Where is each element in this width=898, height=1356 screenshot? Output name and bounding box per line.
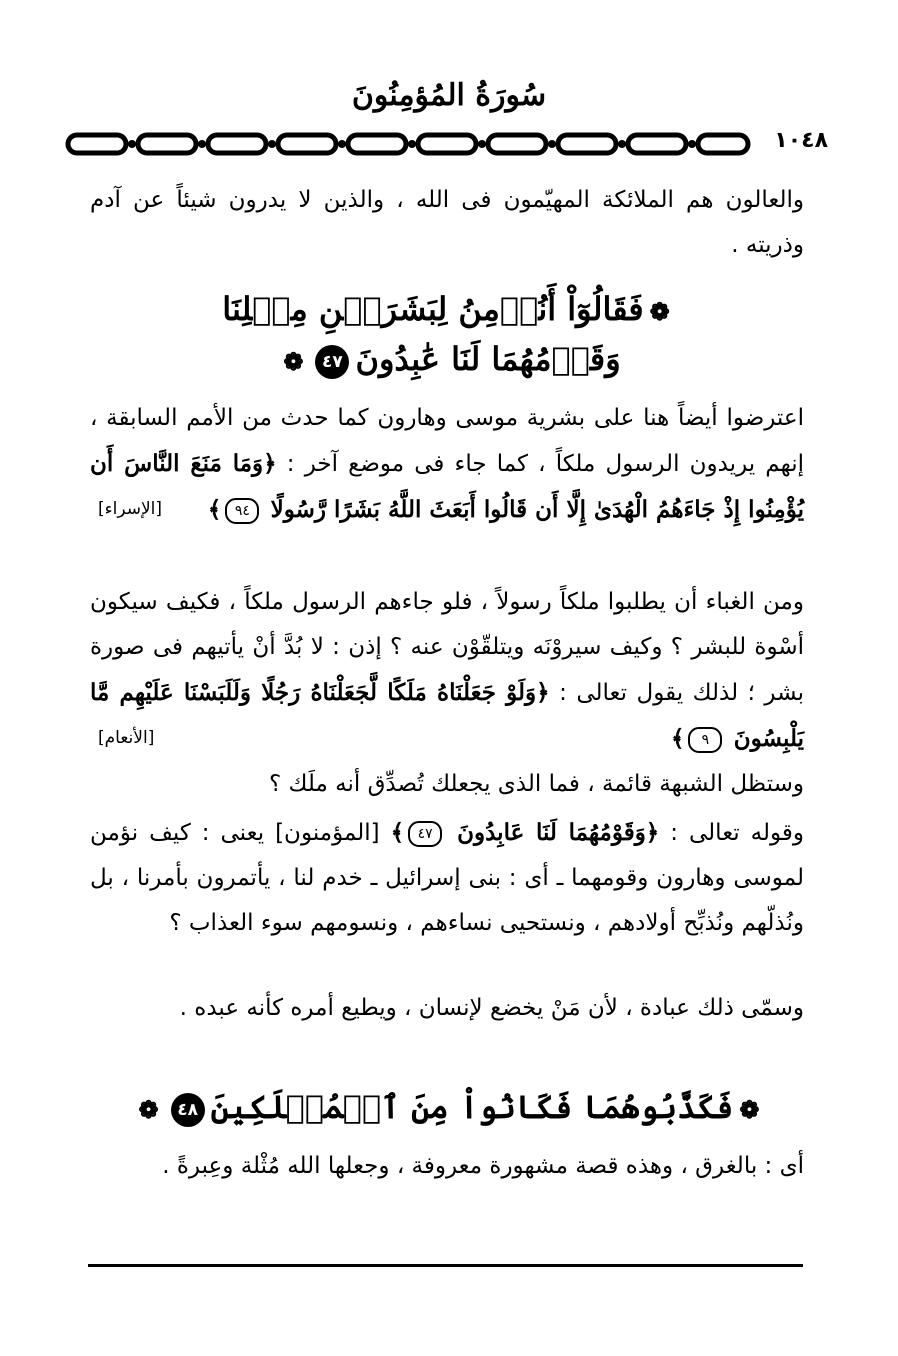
quran-quote: ﴿وَمَا مَنَعَ النَّاسَ أَن يُؤْمِنُوا إِذْ جَاءَهُمُ الْهُدَىٰ إِلَّا أَن قَالُوا أَبَعَثَ اللَّهُ بَشَرًا رَّسُولًا <box>90 450 804 523</box>
ornament-left-icon: ❁ <box>138 1094 159 1124</box>
verse-text: فَكَذَّبُوهُمَا فَكَانُواْ مِنَ ٱلۡمُهۡلَكِينَ <box>210 1088 734 1126</box>
verse-text: فَقَالُوٓاْ أَنُؤۡمِنُ لِبَشَرَيۡنِ مِثۡلِنَا <box>222 290 644 328</box>
quran-quote: ﴿وَقَوْمُهُمَا لَنَا عَابِدُونَ <box>457 819 660 846</box>
page-number: ١٠٤٨ <box>770 128 832 153</box>
verse-47-line-2 <box>0 334 898 387</box>
verse-48 <box>0 1082 898 1135</box>
chain-border-icon <box>62 124 752 164</box>
paragraph-text: ومن الغباء أن يطلبوا ملكاً رسولاً ، فلو جاءهم الرسول ملكاً ، فكيف سيكون أسْوة للبشر ؟ وكيف سيروْنَه ويتلقّوْن عنه ؟ إذن : لا بُدَّ أنْ يأتيهم فى صورة بشر ؛ لذلك يقول تعالى : <box>90 589 805 706</box>
paragraph-6: وسمّى ذلك عبادة ، لأن مَنْ يخضع لإنسان ، ويطيع أمره كأنه عبده . <box>179 995 804 1021</box>
decorative-border <box>62 124 832 164</box>
paragraph-text: [المؤمنون] يعنى : كيف نؤمن لموسى وهارون وقومهما ـ أى : بنى إسرائيل ـ خدم لنا ، يأتمرون بأمرنا ، بل ونُذلّهم ونُذبِّح أولادهم ، ونستحيى نساءهم ، ونسومهم سوء العذاب ؟ <box>90 820 804 936</box>
quran-quote: ﴿وَلَوْ جَعَلْنَاهُ مَلَكًا لَّجَعَلْنَاهُ رَجُلًا وَلَلَبَسْنَا عَلَيْهِم مَّا يَلْبِسُونَ <box>90 679 804 752</box>
surah-reference: [الإسراء] <box>98 499 163 519</box>
paragraph-2: اعترضوا أيضاً هنا على بشرية موسى وهارون كما حدث من الأمم السابقة ، إنهم يريدون الرسول ملكاً ، كما جاء فى موضع آخر : ﴿وَمَا مَنَعَ النَّاسَ أَن يُؤْمِنُوا إِذْ جَاءَهُمُ الْهُدَىٰ إِلَّا أَن قَالُوا أَبَعَثَ اللَّهُ بَشَرًا رَّسُولًا ٩٤﴾ [الإسراء] <box>90 396 804 533</box>
surah-title: سُورَةُ المُؤمِنُونَ <box>351 78 547 113</box>
paragraph-1: والعالون هم الملائكة المهيّمون فى الله ، والذين لا يدرون شيئاً عن آدم وذريته . <box>90 187 804 258</box>
ornament-right-icon: ❁ <box>649 296 670 326</box>
verse-number-badge: ٩ <box>688 727 722 753</box>
ornament-left-icon: ❁ <box>283 346 304 376</box>
paragraph-7: أى : بالغرق ، وهذه قصة مشهورة معروفة ، وجعلها الله مُثْلة وعِبرةً . <box>162 1153 804 1179</box>
verse-47-line-1 <box>0 284 898 337</box>
paragraph-text: وقوله تعالى : <box>670 820 804 846</box>
verse-number-badge: ٩٤ <box>225 498 259 524</box>
paragraph-5: وقوله تعالى : ﴿وَقَوْمُهُمَا لَنَا عَابِدُونَ ٤٧﴾ [المؤمنون] يعنى : كيف نؤمن لموسى وهارون وقومهما ـ أى : بنى إسرائيل ـ خدم لنا ، يأتمرون بأمرنا ، بل ونُذلّهم ونُذبِّح أولادهم ، ونستحيى نساءهم ، ونسومهم سوء العذاب ؟ <box>90 819 804 936</box>
paragraph-text: اعترضوا أيضاً هنا على بشرية موسى وهارون كما حدث من الأمم السابقة ، إنهم يريدون الرسول ملكاً ، كما جاء فى موضع آخر : <box>90 405 805 477</box>
paragraph-3: ومن الغباء أن يطلبوا ملكاً رسولاً ، فلو جاءهم الرسول ملكاً ، فكيف سيكون أسْوة للبشر ؟ وكيف سيروْنَه ويتلقّوْن عنه ؟ إذن : لا بُدَّ أنْ يأتيهم فى صورة بشر ؛ لذلك يقول تعالى : ﴿وَلَوْ جَعَلْنَاهُ مَلَكًا لَّجَعَلْنَاهُ رَجُلًا وَلَلَبَسْنَا عَلَيْهِم مَّا يَلْبِسُونَ ٩﴾ [الأنعام] <box>90 580 804 762</box>
paragraph-4: وستظل الشبهة قائمة ، فما الذى يجعلك تُصدِّق أنه ملَك ؟ <box>269 771 804 797</box>
verse-number-badge: ٤٧ <box>408 821 442 847</box>
surah-reference: [الأنعام] <box>98 728 155 748</box>
verse-text: وَقَوۡمُهُمَا لَنَا عَٰبِدُونَ <box>355 340 621 378</box>
bottom-divider <box>88 1264 803 1267</box>
ornament-right-icon: ❁ <box>739 1094 760 1124</box>
verse-number-badge: ٤٧ <box>315 345 349 379</box>
verse-number-badge: ٤٨ <box>171 1093 205 1127</box>
